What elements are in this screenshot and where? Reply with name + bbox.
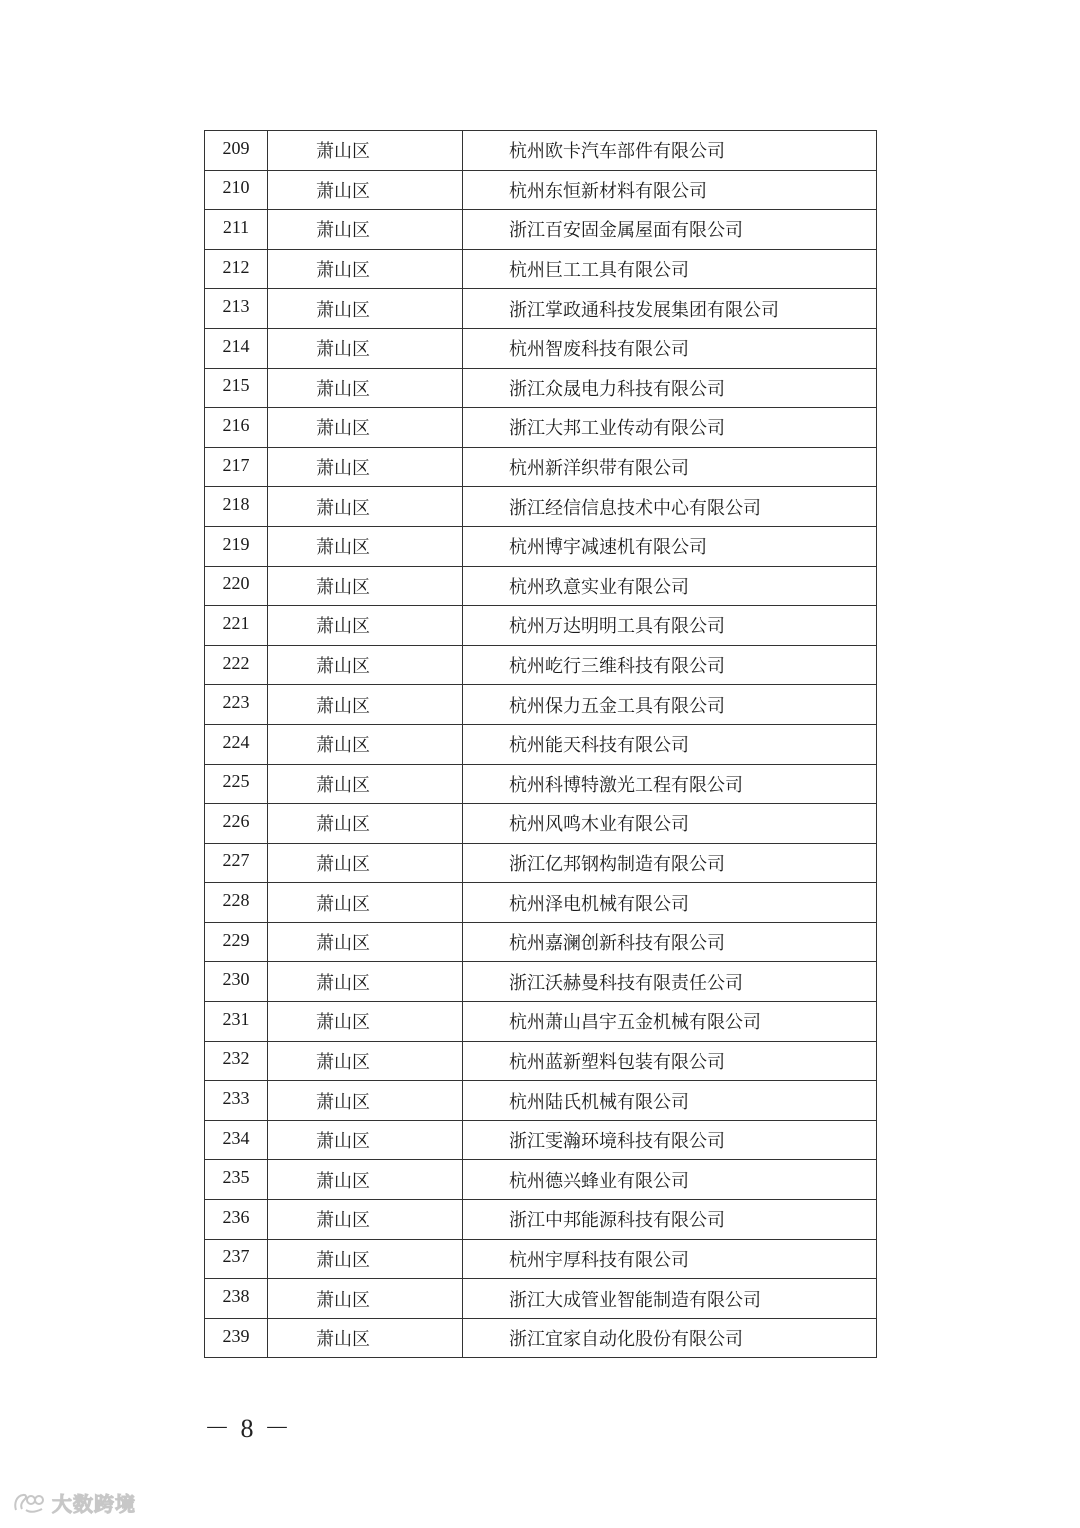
table-row (205, 526, 877, 566)
district-cell: 萧山区 (268, 1160, 463, 1200)
company-name-cell: 杭州蓝新塑料包装有限公司 (463, 1041, 877, 1081)
row-number-cell: 228 (205, 883, 268, 923)
company-name-cell: 杭州玖意实业有限公司 (463, 566, 877, 606)
district-cell: 萧山区 (268, 249, 463, 289)
company-name-cell: 浙江掌政通科技发展集团有限公司 (463, 289, 877, 329)
district-cell: 萧山区 (268, 1041, 463, 1081)
row-number-cell: 220 (205, 566, 268, 606)
row-number-cell: 230 (205, 962, 268, 1002)
district-cell: 萧山区 (268, 1318, 463, 1358)
row-number-cell: 232 (205, 1041, 268, 1081)
row-number-cell: 216 (205, 408, 268, 448)
company-name-cell: 浙江百安固金属屋面有限公司 (463, 210, 877, 250)
table-row (205, 289, 877, 329)
company-name-cell: 杭州科博特激光工程有限公司 (463, 764, 877, 804)
company-name-cell: 浙江大邦工业传动有限公司 (463, 408, 877, 448)
company-name-cell: 杭州新洋织带有限公司 (463, 447, 877, 487)
company-name-cell: 杭州萧山昌宇五金机械有限公司 (463, 1002, 877, 1042)
company-list-table (204, 130, 877, 1358)
company-name-cell: 杭州陆氏机械有限公司 (463, 1081, 877, 1121)
company-name-cell: 杭州东恒新材料有限公司 (463, 170, 877, 210)
row-number-cell: 227 (205, 843, 268, 883)
company-name-cell: 浙江中邦能源科技有限公司 (463, 1200, 877, 1240)
district-cell: 萧山区 (268, 170, 463, 210)
district-cell: 萧山区 (268, 368, 463, 408)
row-number-cell: 223 (205, 685, 268, 725)
table-row (205, 1200, 877, 1240)
row-number-cell: 238 (205, 1279, 268, 1319)
company-name-cell: 杭州嘉澜创新科技有限公司 (463, 922, 877, 962)
district-cell: 萧山区 (268, 764, 463, 804)
district-cell: 萧山区 (268, 566, 463, 606)
row-number-cell: 210 (205, 170, 268, 210)
company-name-cell: 浙江沃赫曼科技有限责任公司 (463, 962, 877, 1002)
district-cell: 萧山区 (268, 606, 463, 646)
company-name-cell: 杭州屹行三维科技有限公司 (463, 645, 877, 685)
district-cell: 萧山区 (268, 131, 463, 171)
district-cell: 萧山区 (268, 526, 463, 566)
row-number-cell: 229 (205, 922, 268, 962)
row-number-cell: 212 (205, 249, 268, 289)
table-row (205, 1041, 877, 1081)
table-row (205, 804, 877, 844)
company-name-cell: 浙江宜家自动化股份有限公司 (463, 1318, 877, 1358)
row-number-cell: 239 (205, 1318, 268, 1358)
row-number-cell: 214 (205, 328, 268, 368)
district-cell: 萧山区 (268, 1120, 463, 1160)
district-cell: 萧山区 (268, 685, 463, 725)
page-number: － 8 － (204, 1414, 293, 1443)
row-number-cell: 236 (205, 1200, 268, 1240)
table-row (205, 328, 877, 368)
company-name-cell: 杭州保力五金工具有限公司 (463, 685, 877, 725)
table-body (205, 131, 877, 1358)
district-cell: 萧山区 (268, 1200, 463, 1240)
row-number-cell: 218 (205, 487, 268, 527)
table-row (205, 1002, 877, 1042)
district-cell: 萧山区 (268, 843, 463, 883)
table-row (205, 1120, 877, 1160)
company-name-cell: 浙江大成管业智能制造有限公司 (463, 1279, 877, 1319)
table-row (205, 131, 877, 171)
company-name-cell: 杭州风鸣木业有限公司 (463, 804, 877, 844)
table-row (205, 1279, 877, 1319)
company-name-cell: 浙江经信信息技术中心有限公司 (463, 487, 877, 527)
district-cell: 萧山区 (268, 289, 463, 329)
table-row (205, 408, 877, 448)
row-number-cell: 233 (205, 1081, 268, 1121)
row-number-cell: 224 (205, 724, 268, 764)
district-cell: 萧山区 (268, 210, 463, 250)
table-row (205, 685, 877, 725)
table-row (205, 724, 877, 764)
row-number-cell: 237 (205, 1239, 268, 1279)
row-number-cell: 217 (205, 447, 268, 487)
company-name-cell: 杭州欧卡汽车部件有限公司 (463, 131, 877, 171)
watermark (12, 1488, 136, 1517)
row-number-cell: 221 (205, 606, 268, 646)
table-row (205, 566, 877, 606)
table-row (205, 249, 877, 289)
row-number-cell: 235 (205, 1160, 268, 1200)
row-number-cell: 231 (205, 1002, 268, 1042)
logo-icon (12, 1490, 46, 1516)
district-cell: 萧山区 (268, 1081, 463, 1121)
table-row (205, 368, 877, 408)
table-row (205, 210, 877, 250)
district-cell: 萧山区 (268, 408, 463, 448)
district-cell: 萧山区 (268, 1279, 463, 1319)
table-row (205, 1239, 877, 1279)
row-number-cell: 226 (205, 804, 268, 844)
row-number-cell: 211 (205, 210, 268, 250)
watermark-text: 大数跨境 (52, 1492, 136, 1516)
row-number-cell: 215 (205, 368, 268, 408)
table-row (205, 962, 877, 1002)
table-row (205, 843, 877, 883)
district-cell: 萧山区 (268, 962, 463, 1002)
row-number-cell: 234 (205, 1120, 268, 1160)
district-cell: 萧山区 (268, 1239, 463, 1279)
company-name-cell: 杭州万达明明工具有限公司 (463, 606, 877, 646)
table-row (205, 645, 877, 685)
company-name-cell: 杭州巨工工具有限公司 (463, 249, 877, 289)
district-cell: 萧山区 (268, 1002, 463, 1042)
district-cell: 萧山区 (268, 883, 463, 923)
company-name-cell: 浙江雯瀚环境科技有限公司 (463, 1120, 877, 1160)
district-cell: 萧山区 (268, 804, 463, 844)
table-row (205, 764, 877, 804)
company-name-cell: 杭州博宇减速机有限公司 (463, 526, 877, 566)
table-row (205, 1160, 877, 1200)
company-name-cell: 杭州宇厚科技有限公司 (463, 1239, 877, 1279)
table-row (205, 1081, 877, 1121)
row-number-cell: 213 (205, 289, 268, 329)
row-number-cell: 225 (205, 764, 268, 804)
district-cell: 萧山区 (268, 645, 463, 685)
table-row (205, 1318, 877, 1358)
table-row (205, 922, 877, 962)
company-name-cell: 浙江众晟电力科技有限公司 (463, 368, 877, 408)
table-row (205, 170, 877, 210)
district-cell: 萧山区 (268, 487, 463, 527)
district-cell: 萧山区 (268, 922, 463, 962)
table-row (205, 447, 877, 487)
company-name-cell: 杭州泽电机械有限公司 (463, 883, 877, 923)
row-number-cell: 209 (205, 131, 268, 171)
district-cell: 萧山区 (268, 328, 463, 368)
row-number-cell: 222 (205, 645, 268, 685)
company-name-cell: 杭州能天科技有限公司 (463, 724, 877, 764)
row-number-cell: 219 (205, 526, 268, 566)
table-row (205, 606, 877, 646)
company-name-cell: 杭州德兴蜂业有限公司 (463, 1160, 877, 1200)
table-row (205, 487, 877, 527)
company-name-cell: 浙江亿邦钢构制造有限公司 (463, 843, 877, 883)
company-name-cell: 杭州智废科技有限公司 (463, 328, 877, 368)
district-cell: 萧山区 (268, 447, 463, 487)
district-cell: 萧山区 (268, 724, 463, 764)
table-row (205, 883, 877, 923)
